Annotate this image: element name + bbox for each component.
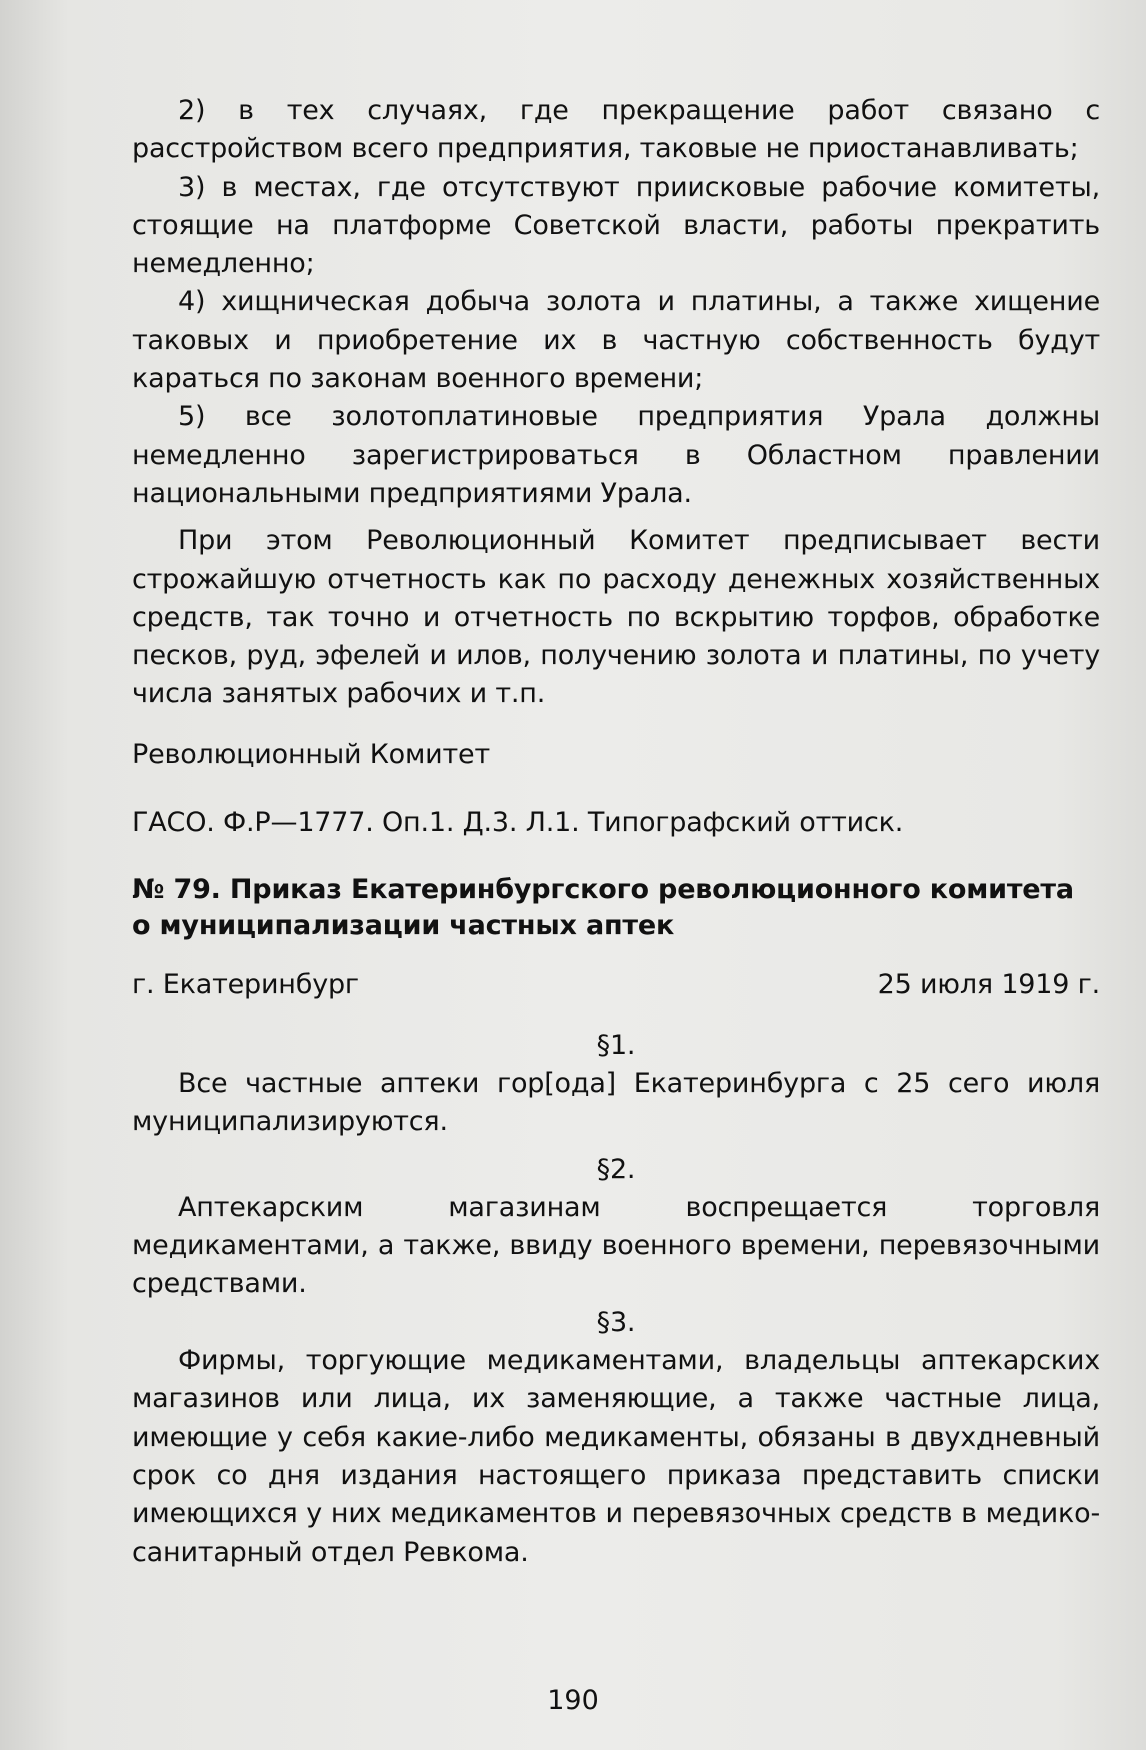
section-mark-1: §1. — [596, 1029, 636, 1061]
section-text-2: Аптекарским магазинам воспрещается торговля медикаментами, а также, ввиду военного времени, перевязочными средствами. — [132, 1191, 1100, 1300]
section-text-3: Фирмы, торгующие медикаментами, владельцы аптекарских магазинов или лица, их заменяющие, а также частные лица, имеющие у себя какие-либо медикаменты, обязаны в двухдневный срок со дня издания настоящего приказа представить списки имеющихся у них медикаментов и перевязочных средств в медико-санитарный отдел Ревкома. — [132, 1345, 1100, 1568]
archive-source: ГАСО. Ф.Р—1777. Оп.1. Д.3. Л.1. Типографский оттиск. — [132, 807, 904, 839]
section-mark-3: §3. — [596, 1306, 636, 1338]
paragraph-instruction: При этом Революционный Комитет предписывает вести строжайшую отчетность как по расходу денежных хозяйственных средств, так точно и отчетность по вскрытию торфов, обработке песков, руд, эфелей и илов, получению золота и платины, по учету числа занятых рабочих и т.п. — [132, 525, 1100, 710]
paragraph-item-4: 4) хищническая добыча золота и платины, а также хищение таковых и приобретение их в частную собственность будут караться по законам военного времени; — [132, 286, 1100, 395]
page-number: 190 — [547, 1685, 599, 1716]
paragraph-item-3: 3) в местах, где отсутствуют приисковые рабочие комитеты, стоящие на платформе Советской власти, работы прекратить немедленно; — [132, 171, 1100, 280]
paragraph-item-5: 5) все золотоплатиновые предприятия Урала должны немедленно зарегистрироваться в Областном правлении национальными предприятиями Урала. — [132, 401, 1100, 509]
document-date: 25 июля 1919 г. — [877, 969, 1100, 1001]
section-text-1: Все частные аптеки гор[ода] Екатеринбурга с 25 сего июля муниципализируются. — [132, 1067, 1100, 1138]
place-date-line — [132, 966, 1100, 1004]
document-title: № 79. Приказ Екатеринбургского революционного комитета о муниципализации частных аптек — [132, 874, 1074, 942]
section-mark-2: §2. — [596, 1153, 636, 1185]
signature: Революционный Комитет — [132, 738, 490, 770]
page-text — [132, 92, 1100, 1572]
document-place: г. Екатеринбург — [132, 969, 359, 1001]
paragraph-item-2: 2) в тех случаях, где прекращение работ связано с расстройством всего предприятия, таковые не приостанавливать; — [132, 95, 1100, 165]
